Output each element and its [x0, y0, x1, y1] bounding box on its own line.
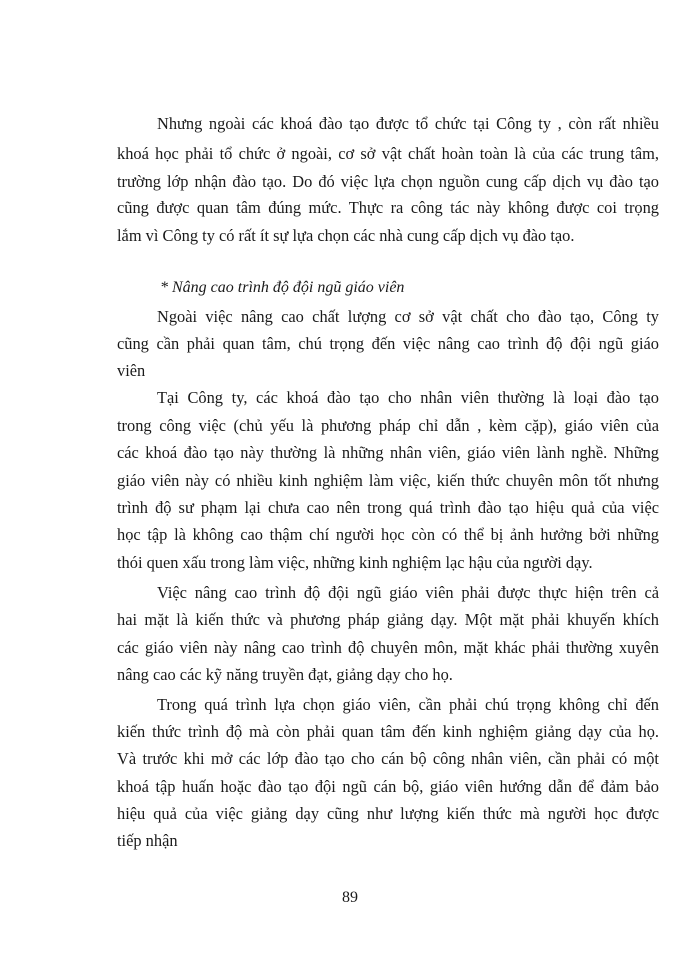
text-line: hai mặt là kiến thức và phương pháp giảng dạy. Một mặt phải khuyến khích: [117, 610, 659, 629]
text-line: trình độ sư phạm lại chưa cao nên trong quá trình đào tạo hiệu quả của việc: [117, 498, 659, 517]
text-line: thói quen xấu trong làm việc, những kinh nghiệm lạc hậu của người dạy.: [117, 553, 593, 572]
text-line: trường lớp nhận đào tạo. Do đó việc lựa chọn nguồn cung cấp dịch vụ đào tạo: [117, 172, 659, 191]
section-heading: * Nâng cao trình độ đội ngũ giáo viên: [160, 279, 405, 296]
text-line: các khoá đào tạo này thường là những nhân viên, giáo viên lành nghề. Những: [117, 443, 659, 462]
text-line: tiếp nhận: [117, 831, 178, 850]
text-line: khoá tập huấn hoặc đào tạo đội ngũ cán bộ, giáo viên hướng dẫn để đảm bảo: [117, 777, 659, 796]
text-line: Ngoài việc nâng cao chất lượng cơ sở vật chất cho đào tạo, Công ty: [157, 307, 659, 326]
text-line: các giáo viên này nâng cao trình độ chuyên môn, mặt khác phải thường xuyên: [117, 638, 659, 657]
text-line: Và trước khi mở các lớp đào tạo cho cán bộ công nhân viên, cần phải có một: [117, 749, 659, 768]
text-line: lắm vì Công ty có rất ít sự lựa chọn các nhà cung cấp dịch vụ đào tạo.: [117, 226, 575, 245]
text-line: khoá học phải tổ chức ở ngoài, cơ sở vật chất hoàn toàn là của các trung tâm,: [117, 144, 659, 163]
text-line: học tập là không cao thậm chí người học còn có thể bị ảnh hưởng bởi những: [117, 525, 659, 544]
page-number: 89: [342, 889, 358, 906]
text-line: trong công việc (chủ yếu là phương pháp chỉ dẫn , kèm cặp), giáo viên của: [117, 416, 659, 435]
text-line: Trong quá trình lựa chọn giáo viên, cần phải chú trọng không chỉ đến: [157, 695, 659, 714]
text-line: Việc nâng cao trình độ đội ngũ giáo viên phải được thực hiện trên cả: [157, 583, 659, 602]
text-line: viên: [117, 361, 146, 380]
text-line: Nhưng ngoài các khoá đào tạo được tổ chức tại Công ty , còn rất nhiều: [157, 114, 659, 133]
text-line: hiệu quả của việc giảng dạy cũng như lượng kiến thức mà người học được: [117, 804, 659, 823]
text-line: nâng cao các kỹ năng truyền đạt, giảng dạy cho họ.: [117, 665, 453, 684]
text-line: giáo viên này có nhiều kinh nghiệm làm việc, kiến thức chuyên môn tốt nhưng: [117, 471, 659, 490]
text-line: cũng được quan tâm đúng mức. Thực ra công tác này không được coi trọng: [117, 198, 659, 217]
text-line: Tại Công ty, các khoá đào tạo cho nhân viên thường là loại đào tạo: [157, 388, 659, 407]
text-line: cũng cần phải quan tâm, chú trọng đến việc nâng cao trình độ đội ngũ giáo: [117, 334, 659, 353]
text-line: kiến thức trình độ mà còn phải quan tâm đến kinh nghiệm giảng dạy của họ.: [117, 722, 659, 741]
